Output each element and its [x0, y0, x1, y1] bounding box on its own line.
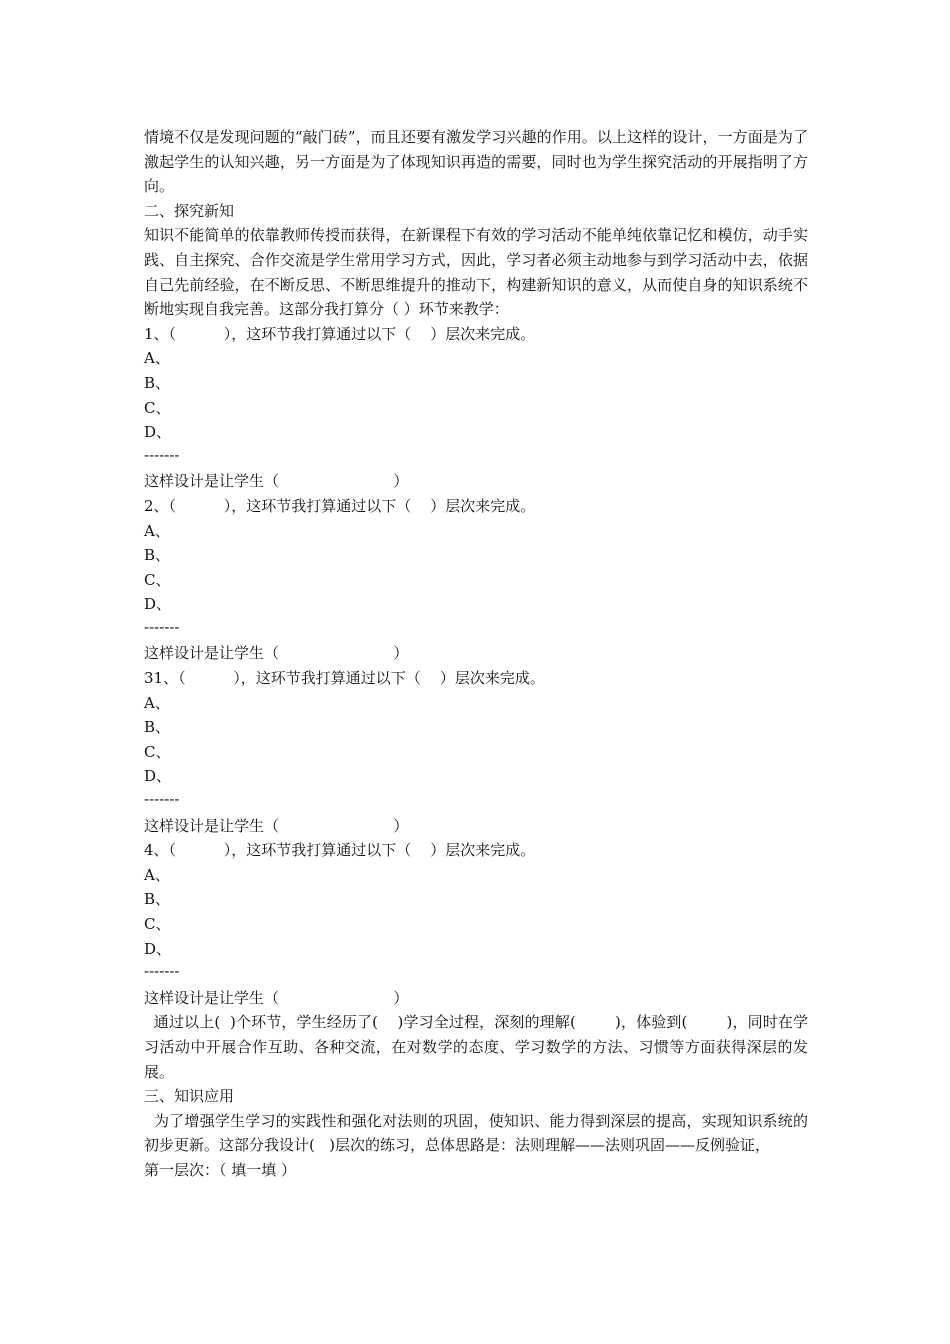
step-option: A、 — [144, 693, 170, 712]
step-option: D、 — [144, 767, 172, 786]
step-option: C、 — [144, 742, 171, 761]
section-heading-apply: 三、知识应用 — [144, 1087, 235, 1106]
step-option: A、 — [144, 865, 170, 884]
step-block-4 — [144, 838, 808, 1010]
step-option: B、 — [144, 890, 171, 909]
document-page — [144, 125, 808, 1183]
step-separator: ------- — [144, 445, 180, 464]
step-design-note: 这样设计是让学生（ ） — [144, 988, 409, 1007]
step-separator: ------- — [144, 617, 180, 636]
step-block-1 — [144, 322, 808, 494]
section-heading-explore: 二、探究新知 — [144, 201, 235, 220]
step-block-3 — [144, 666, 808, 838]
step-title: 4、（ ），这环节我打算通过以下（ ）层次来完成。 — [144, 841, 536, 860]
step-option: C、 — [144, 915, 171, 933]
step-option: B、 — [144, 373, 171, 392]
step-design-note: 这样设计是让学生（ ） — [144, 472, 409, 491]
step-design-note: 这样设计是让学生（ ） — [144, 816, 409, 835]
step-option: A、 — [144, 521, 170, 540]
intro-paragraph: 情境不仅是发现问题的“敲门砖”，而且还要有激发学习兴趣的作用。以上这样的设计，一方面是为了激起学生的认知兴趣，另一方面是为了体现知识再造的需要，同时也为学生探究活动的开展指明了方向。 — [144, 128, 808, 196]
apply-paragraph: 为了增强学生学习的实践性和强化对法则的巩固，使知识、能力得到深层的提高，实现知识系统的初步更新。这部分我设计( )层次的练习，总体思路是：法则理解——法则巩固——反例验证， — [144, 1111, 808, 1155]
step-title: 2、（ ），这环节我打算通过以下（ ）层次来完成。 — [144, 496, 536, 515]
step-option: D、 — [144, 423, 172, 442]
step-separator: ------- — [144, 962, 180, 981]
level-one-heading: 第一层次：（ 填一填 ） — [144, 1160, 297, 1179]
step-option: D、 — [144, 595, 172, 614]
step-option: C、 — [144, 570, 171, 589]
step-design-note: 这样设计是让学生（ ） — [144, 644, 409, 663]
step-block-2 — [144, 494, 808, 666]
explore-paragraph: 知识不能简单的依靠教师传授而获得，在新课程下有效的学习活动不能单纯依靠记忆和模仿，动手实践、自主探究、合作交流是学生常用学习方式，因此，学习者必须主动地参与到学习活动中去，依据自己先前经验，在不断反思、不断思维提升的推动下，构建新知识的意义，从而使自身的知识系统不断地实现自我完善。这部分我打算分（ ）环节来教学： — [144, 226, 808, 319]
step-title: 31、（ ），这环节我打算通过以下（ ）层次来完成。 — [144, 669, 545, 688]
step-separator: ------- — [144, 790, 180, 809]
step-option: B、 — [144, 718, 171, 737]
step-option: C、 — [144, 398, 171, 417]
step-title: 1、（ ），这环节我打算通过以下（ ）层次来完成。 — [144, 324, 536, 343]
step-option: D、 — [144, 939, 172, 958]
summary-paragraph: 通过以上( )个环节，学生经历了( )学习全过程，深刻的理解( )，体验到( )，同时在学习活动中开展合作互助、各种交流，在对数学的态度、学习数学的方法、习惯等方面获得深层的发展。 — [144, 1013, 808, 1081]
step-option: A、 — [144, 349, 170, 368]
step-option: B、 — [144, 546, 171, 565]
